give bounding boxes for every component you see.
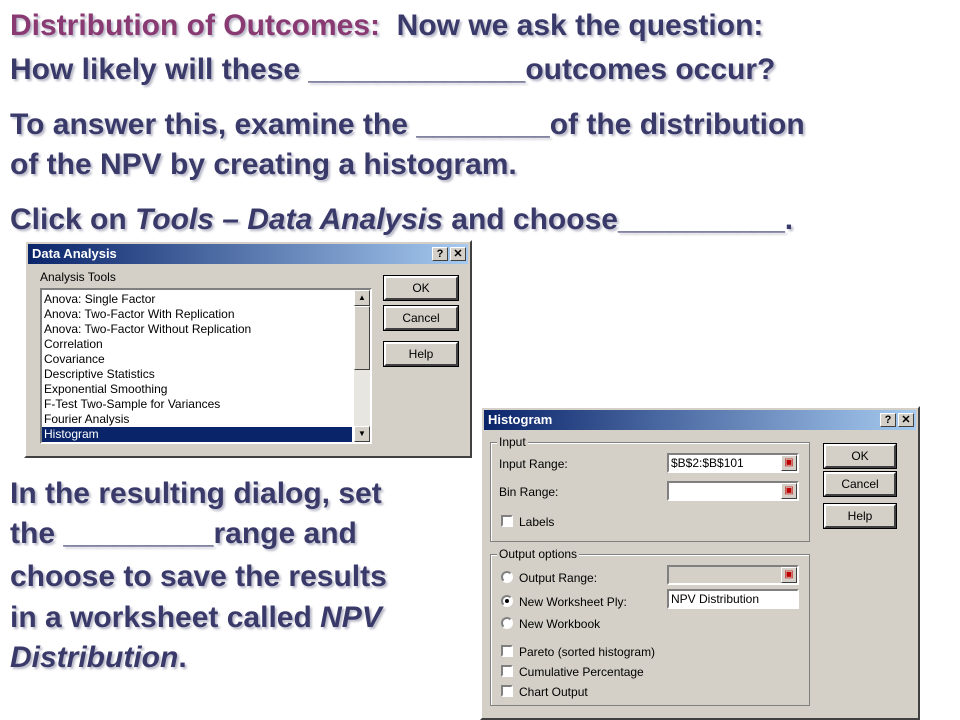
input-range-label: Input Range: <box>499 457 568 471</box>
paragraph-dialog-line3: choose to save the results <box>10 560 387 593</box>
analysis-tools-list[interactable] <box>40 288 372 444</box>
range-select-icon[interactable]: ▣ <box>781 483 797 499</box>
output-range-radio[interactable] <box>501 571 513 583</box>
histogram-dialog <box>480 406 920 720</box>
paragraph-click <box>10 200 793 240</box>
analysis-tool-item[interactable]: Correlation <box>44 337 103 351</box>
analysis-tool-item[interactable]: Histogram <box>42 427 352 442</box>
data-analysis-titlebar[interactable] <box>28 244 468 264</box>
close-icon[interactable]: ✕ <box>450 247 466 261</box>
click-post: and choose__________. <box>442 203 794 236</box>
list-scrollbar[interactable] <box>354 290 370 442</box>
data-analysis-dialog <box>24 240 472 458</box>
output-range-label: Output Range: <box>519 571 598 585</box>
input-group <box>490 435 810 542</box>
tools-menu-path: Tools – Data Analysis <box>135 203 443 236</box>
bin-range-label: Bin Range: <box>499 485 559 499</box>
question-line: How likely will these _____________outcomes occur? <box>10 53 776 86</box>
worksheet-name-part1: NPV <box>320 601 382 634</box>
labels-label: Labels <box>519 515 555 529</box>
labels-checkbox[interactable] <box>501 515 513 527</box>
scroll-up-icon[interactable]: ▲ <box>354 290 370 306</box>
analysis-tool-item[interactable]: Covariance <box>44 352 105 366</box>
range-select-icon[interactable]: ▣ <box>781 455 797 471</box>
scroll-thumb[interactable] <box>354 306 370 370</box>
analysis-tools-label: Analysis Tools <box>40 270 116 284</box>
pareto-label: Pareto (sorted histogram) <box>519 645 656 659</box>
histogram-titlebar[interactable] <box>484 410 916 430</box>
analysis-tool-item[interactable]: Descriptive Statistics <box>44 367 155 381</box>
line5-post: . <box>178 641 187 674</box>
new-worksheet-label: New Worksheet Ply: <box>519 595 627 609</box>
analysis-tool-item[interactable]: Anova: Two-Factor With Replication <box>44 307 235 321</box>
new-worksheet-value: NPV Distribution <box>671 592 760 606</box>
dialog-title: Data Analysis <box>32 246 117 261</box>
pareto-checkbox[interactable] <box>501 645 513 657</box>
new-workbook-radio[interactable] <box>501 617 513 629</box>
analysis-tool-item[interactable]: Exponential Smoothing <box>44 382 168 396</box>
help-icon[interactable]: ? <box>880 413 896 427</box>
bin-range-field[interactable] <box>667 481 799 501</box>
new-worksheet-field[interactable] <box>667 589 799 609</box>
help-button[interactable]: Help <box>824 504 896 528</box>
ok-button[interactable]: OK <box>824 444 896 468</box>
analysis-tool-item[interactable]: F-Test Two-Sample for Variances <box>44 397 221 411</box>
output-range-field[interactable] <box>667 565 799 585</box>
output-group <box>490 547 810 706</box>
heading-label: Distribution of Outcomes: <box>10 9 380 42</box>
paragraph-dialog-line5 <box>10 638 187 678</box>
cancel-button[interactable]: Cancel <box>824 472 896 496</box>
paragraph-examine-line1: To answer this, examine the ________of the distribution <box>10 108 805 141</box>
paragraph-dialog-line1: In the resulting dialog, set <box>10 477 382 510</box>
paragraph-examine-line2: of the NPV by creating a histogram. <box>10 148 517 181</box>
chart-output-label: Chart Output <box>519 685 588 699</box>
chart-output-checkbox[interactable] <box>501 685 513 697</box>
input-group-title: Input <box>499 435 526 449</box>
analysis-tool-item[interactable]: Anova: Single Factor <box>44 292 156 306</box>
worksheet-name-part2: Distribution <box>10 641 179 674</box>
scroll-down-icon[interactable]: ▼ <box>354 426 370 442</box>
cumulative-checkbox[interactable] <box>501 665 513 677</box>
new-workbook-label: New Workbook <box>519 617 601 631</box>
paragraph-dialog-line4 <box>10 598 382 638</box>
slide-title <box>10 6 763 46</box>
histogram-title: Histogram <box>488 412 553 427</box>
input-range-value: $B$2:$B$101 <box>671 456 744 470</box>
heading-question: Now we ask the question: <box>396 9 764 42</box>
click-pre: Click on <box>10 203 136 236</box>
output-group-title: Output options <box>499 547 578 561</box>
cumulative-label: Cumulative Percentage <box>519 665 644 679</box>
paragraph-dialog-line2: the _________range and <box>10 517 357 550</box>
cancel-button[interactable]: Cancel <box>384 306 458 330</box>
close-icon[interactable]: ✕ <box>898 413 914 427</box>
input-range-field[interactable] <box>667 453 799 473</box>
range-select-icon[interactable]: ▣ <box>781 567 797 583</box>
help-icon[interactable]: ? <box>432 247 448 261</box>
help-button[interactable]: Help <box>384 342 458 366</box>
analysis-tool-item[interactable]: Anova: Two-Factor Without Replication <box>44 322 252 336</box>
line4-pre: in a worksheet called <box>10 601 321 634</box>
analysis-tool-item[interactable]: Fourier Analysis <box>44 412 130 426</box>
ok-button[interactable]: OK <box>384 276 458 300</box>
new-worksheet-radio[interactable] <box>501 595 513 607</box>
